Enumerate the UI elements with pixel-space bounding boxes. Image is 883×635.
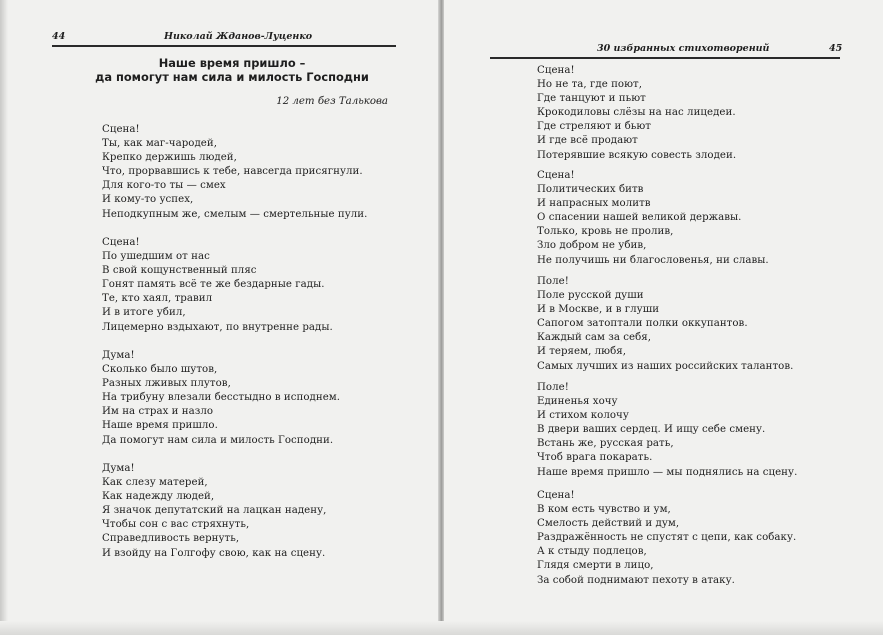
verse-line: Смелость действий и дум, <box>537 518 680 530</box>
header-rule <box>490 57 840 59</box>
right-page <box>444 0 883 635</box>
verse-line: Сцена! <box>102 124 140 135</box>
verse-line: И напрасных молитв <box>537 198 651 210</box>
verse-line: Те, кто хаял, травил <box>102 293 213 305</box>
stanza <box>102 349 340 448</box>
verse-line: В ком есть чувство и ум, <box>537 504 671 516</box>
verse-line: Для кого-то ты — смех <box>102 180 226 192</box>
poem-title-line-1: Наше время пришло – <box>158 56 306 70</box>
verse-line: Раздражённость не спустят с цепи, как собаку. <box>537 532 797 544</box>
verse-line: По ушедшим от нас <box>102 251 210 263</box>
verse-line: И теряем, любя, <box>537 346 627 358</box>
stanza <box>102 236 333 335</box>
running-head: 30 избранных стихотворений <box>597 43 770 54</box>
verse-line: Ты, как маг-чародей, <box>102 138 217 150</box>
verse-line: Наше время пришло — мы поднялись на сцену. <box>537 466 798 478</box>
verse-line: Поле! <box>537 276 569 287</box>
stanza <box>102 462 326 561</box>
verse-line: И кому-то успех, <box>102 194 194 206</box>
page-number: 45 <box>829 43 843 54</box>
verse-line: И в Москве, и в глуши <box>537 304 660 316</box>
verse-line: Единенья хочу <box>537 396 618 408</box>
verse-line: Что, прорвавшись к тебе, навсегда присягнули. <box>102 166 363 178</box>
verse-line: Да помогут нам сила и милость Господни. <box>102 434 334 446</box>
verse-line: Разных лживых плутов, <box>102 378 231 390</box>
verse-line: И в итоге убил, <box>102 307 186 319</box>
verse-line: Только, кровь не пролив, <box>537 226 674 238</box>
verse-line: Самых лучших из наших российских талантов. <box>537 360 794 372</box>
scan-bottom-shadow <box>0 621 883 635</box>
stanza <box>537 64 736 163</box>
verse-line: На трибуну влезали бесстыдно в исподнем. <box>102 392 341 404</box>
verse-line: В свой кощунственный пляс <box>102 265 257 277</box>
verse-line: Как слезу матерей, <box>102 477 208 489</box>
verse-line: Но не та, где поют, <box>537 79 642 91</box>
verse-line: Где стреляют и бьют <box>537 121 651 133</box>
verse-line: Сапогом затоптали полки оккупантов. <box>537 318 748 330</box>
verse-line: Политических битв <box>537 184 644 196</box>
verse-line: Чтоб врага покарать. <box>537 452 653 464</box>
stanza <box>537 169 769 268</box>
verse-line: Глядя смерти в лицо, <box>537 560 654 572</box>
left-page <box>0 0 440 635</box>
running-head: Николай Жданов-Луценко <box>164 31 313 42</box>
verse-line: Я значок депутатский на лацкан надену, <box>102 505 327 517</box>
verse-line: Сколько было шутов, <box>102 364 218 376</box>
verse-line: Крепко держишь людей, <box>102 152 237 164</box>
verse-line: Сцена! <box>537 170 575 181</box>
verse-line: А к стыду подлецов, <box>537 546 647 558</box>
poem-title-line-2: да помогут нам сила и милость Господни <box>95 70 369 84</box>
verse-line: Сцена! <box>537 65 575 76</box>
verse-line: Сцена! <box>537 490 575 501</box>
stanza <box>537 275 793 374</box>
verse-line: О спасении нашей великой державы. <box>537 212 742 224</box>
verse-line: Чтобы сон с вас стряхнуть, <box>102 519 250 531</box>
page-number: 44 <box>52 31 66 42</box>
verse-line: В двери ваших сердец. И ищу себе смену. <box>537 424 766 436</box>
verse-line: Крокодиловы слёзы на нас лицедеи. <box>537 107 736 119</box>
verse-line: Лицемерно вздыхают, по внутренне рады. <box>102 321 333 333</box>
verse-line: Поле русской души <box>537 290 644 302</box>
verse-line: Дума! <box>102 463 135 474</box>
verse-line: Зло добром не убив, <box>537 240 647 252</box>
verse-line: Потерявшие всякую совесть злодеи. <box>537 149 737 161</box>
stanza <box>102 123 367 222</box>
verse-line: Каждый сам за себя, <box>537 332 652 344</box>
verse-line: Где танцуют и пьют <box>537 93 646 105</box>
verse-line: И стихом колочу <box>537 410 629 422</box>
verse-line: И где всё продают <box>537 135 638 147</box>
header-rule <box>52 45 396 47</box>
verse-line: Дума! <box>102 350 135 361</box>
verse-line: Как надежду людей, <box>102 491 215 503</box>
verse-line: За собой поднимают пехоту в атаку. <box>537 574 735 586</box>
verse-line: И взойду на Голгофу свою, как на сцену. <box>102 547 326 559</box>
verse-line: Им на страх и назло <box>102 406 214 418</box>
verse-line: Гонят память всё те же бездарные гады. <box>102 279 325 291</box>
verse-line: Наше время пришло. <box>102 420 218 432</box>
stanza <box>537 381 797 480</box>
verse-line: Не получишь ни благословенья, ни славы. <box>537 254 769 266</box>
verse-line: Справедливость вернуть, <box>102 533 240 545</box>
verse-line: Поле! <box>537 382 569 393</box>
verse-line: Сцена! <box>102 237 140 248</box>
stanza <box>537 489 796 588</box>
verse-line: Неподкупным же, смелым — смертельные пули. <box>102 208 368 220</box>
page-edge-shadow <box>0 0 8 635</box>
verse-line: Встань же, русская рать, <box>537 438 674 450</box>
epigraph: 12 лет без Талькова <box>276 96 388 107</box>
